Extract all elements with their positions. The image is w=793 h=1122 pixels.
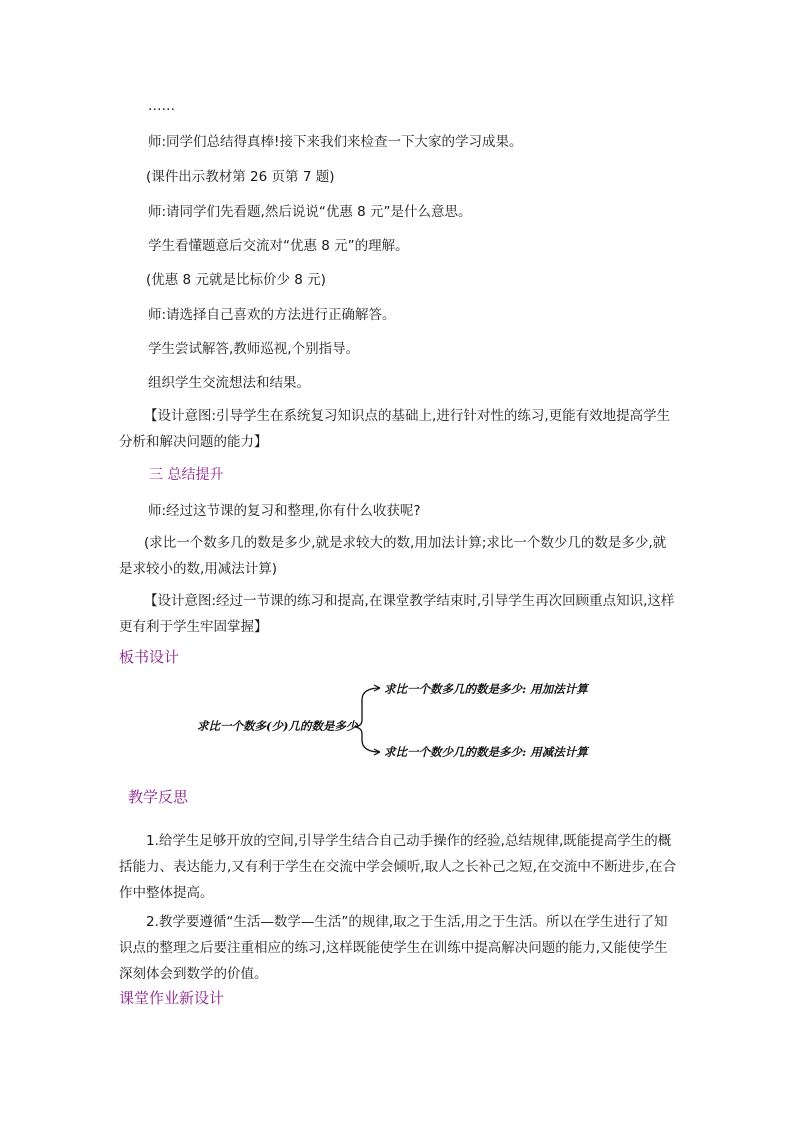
design-intent-1: 【设计意图:引导学生在系统复习知识点的基础上,进行针对性的练习,更能有效地提高学生分析和解决问题的能力】	[119, 408, 671, 450]
design-intent-2: 【设计意图:经过一节课的练习和提高,在课堂教学结束时,引导学生再次回顾重点知识,这样更有利于学生牢固掌握】	[119, 593, 675, 635]
heading-reflection: 教学反思	[128, 788, 189, 806]
board-main-text: 求比一个数多(少)几的数是多少	[197, 719, 358, 733]
student-line-2: 学生尝试解答,教师巡视,个别指导。	[148, 341, 360, 357]
teacher-line-2: 师:请同学们先看题,然后说说“优惠 8 元”是什么意思。	[148, 204, 472, 220]
courseware-note: (课件出示教材第 26 页第 7 题)	[146, 169, 335, 185]
summary-answer: (求比一个数多几的数是多少,就是求较大的数,用加法计算;求比一个数少几的数是多少,就是求较小的数,用减法计算)	[119, 535, 667, 577]
section-title-summary: 三 总结提升	[149, 467, 224, 483]
heading-board-design: 板书设计	[119, 648, 180, 666]
ellipsis: ……	[148, 98, 175, 114]
teacher-line-1: 师:同学们总结得真棒!接下来我们来检查一下大家的学习成果。	[148, 134, 523, 150]
teacher-line-4: 师:经过这节课的复习和整理,你有什么收获呢?	[148, 503, 421, 519]
answer-note: (优惠 8 元就是比标价少 8 元)	[146, 272, 326, 288]
heading-homework: 课堂作业新设计	[119, 989, 225, 1007]
student-line-1: 学生看懂题意后交流对“优惠 8 元”的理解。	[148, 238, 409, 254]
teacher-line-3: 师:请选择自己喜欢的方法进行正确解答。	[148, 307, 396, 323]
board-bottom-text: 求比一个数少几的数是多少: 用减法计算	[384, 745, 588, 759]
reflection-paragraph-1: 1.给学生足够开放的空间,引导学生结合自己动手操作的经验,总结规律,既能提高学生的概括能力、表达能力,又有利于学生在交流中学会倾听,取人之长补己之短,在交流中不断进步,在合作中整体提高。	[119, 833, 677, 901]
reflection-paragraph-2: 2.教学要遵循“生活—数学—生活”的规律,取之于生活,用之于生活。所以在学生进行了知识点的整理之后要注重相应的练习,这样既能使学生在训练中提高解决问题的能力,又能使学生深刻体会到数学的价值。	[119, 914, 668, 982]
board-top-text: 求比一个数多几的数是多少: 用加法计算	[384, 682, 588, 696]
brace-line	[355, 688, 380, 752]
organize-line: 组织学生交流想法和结果。	[148, 375, 310, 391]
